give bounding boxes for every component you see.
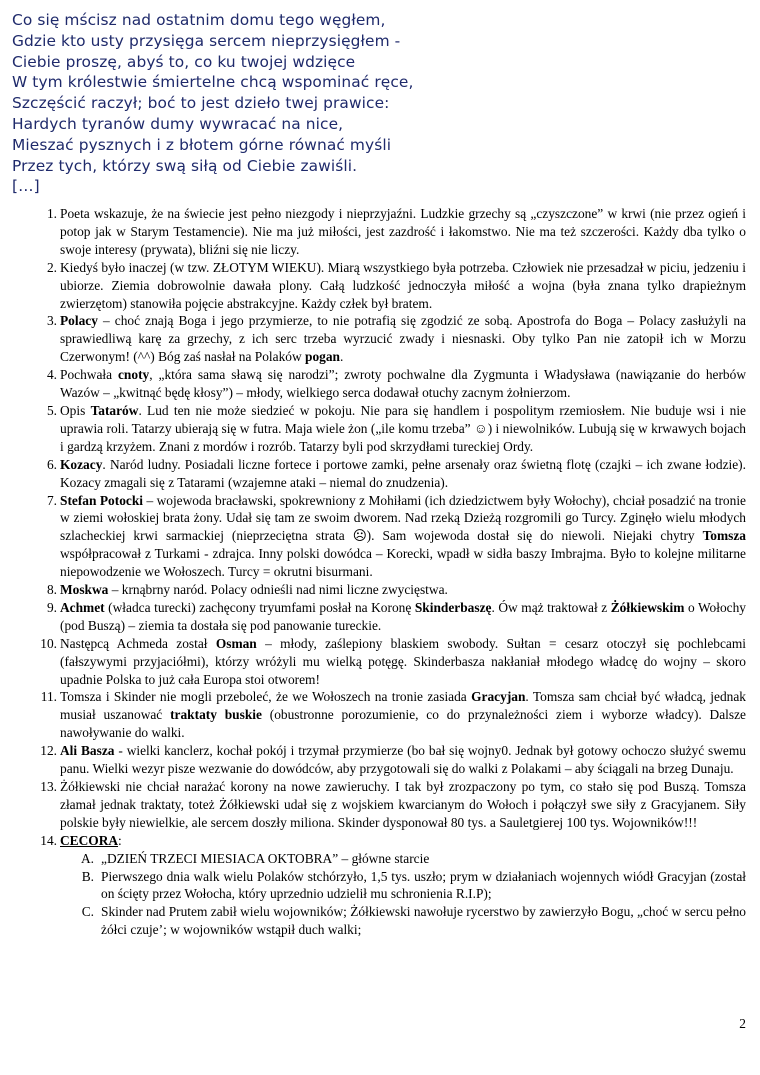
sub-list-letter: A. <box>80 850 94 866</box>
text-run: o Wołochy (pod Buszą) – ziemia ta dostała się pod panowanie tureckie. <box>60 599 746 633</box>
sub-list-letter: C. <box>81 904 94 920</box>
list-item <box>30 402 746 456</box>
list-item-number: 9. <box>46 599 57 615</box>
list-item <box>30 742 746 778</box>
bold-text: Polacy <box>60 313 98 329</box>
list-item-text <box>60 205 746 259</box>
list-item-number: 1. <box>46 206 57 221</box>
text-run: – młody, zaślepiony blaskiem swobody. Sułtan = cesarz otoczył się pochlebcami (fałszywymi przyjaciółmi), którzy wróżyli mu wielką potęgę. Skinderbasza nakłaniał młodego władcę do wojny – skoro upadnie Polska to już cała Europa stoi otworem! <box>60 635 746 687</box>
poem-line: Ciebie proszę, abyś to, co ku twojej wdzięce <box>12 52 356 71</box>
text-run: . Ów mąż traktował z <box>491 599 611 615</box>
list-item-number: 5. <box>46 402 57 418</box>
text-run: – wojewoda bracławski, spokrewniony z Mohiłami (ich dziedzictwem były Wołochy), chciał posadzić na tronie w ziemi wołoskiej brata żony. Udał się tam ze swoim dworem. Nad rzeką Dzieżą rozgromili go Turcy. Zginęło wielu młodych szlacheckiej krwi sarmackiej (nieprzeciętna strata ☹). Sam wojewoda dostał się do niewoli. Niejaki chytry <box>60 492 746 544</box>
list-item-text <box>60 581 746 599</box>
list-item-number: 8. <box>46 582 57 598</box>
list-item-text <box>60 402 746 456</box>
list-item <box>30 492 746 582</box>
text-run: , „która sama sławą się narodzi”; zwroty pochwalne dla Zygmunta i Władysława (nawiązanie do herbów Wazów – „kwitnąć będę kłosy”) – młody, wielkiego serca dodawał otuchy zacnym żołnierzom. <box>60 367 746 401</box>
list-item <box>30 832 746 850</box>
sub-list-text: Skinder nad Prutem zabił wielu wojowników; Żółkiewski nawołuje rycerstwo by zawierzyło Bogu, „choć w sercu pełno żółci czuje’; w wojowników wstąpił duch walki; <box>101 904 746 938</box>
poem-excerpt <box>12 10 752 197</box>
list-item-text <box>60 312 746 366</box>
bold-text: Tomsza <box>702 528 746 544</box>
text-run: Kiedyś było inaczej (w tzw. ZŁOTYM WIEKU). Miarą wszystkiego była potrzeba. Człowiek nie przesadzał w piciu, jedzeniu i ubiorze. Ziemia dobrowolnie dawała plony. Całą ludzkość jednoczyła miłość a wojna (była znana tylko drapieżnym zwierzętom) stanowiła pojęcie abstrakcyjne. Każdy człek był bratem. <box>60 259 746 311</box>
text-run: Tomsza i Skinder nie mogli przeboleć, że we Wołoszech na tronie zasiada <box>60 689 472 705</box>
sub-list-letter: B. <box>81 868 94 884</box>
text-run: Poeta wskazuje, że na świecie jest pełno niezgody i nieprzyjaźni. Ludzkie grzechy są „czyszczone” w krwi (nie przez ogień i potop jak w Starym Testamencie). Nie ma już miłości, jest zazdrość i łakomstwo. Nie ma też szczerości. Każdy dba tylko o swoje interesy (prywata), bliźni się nie liczy. <box>60 206 746 257</box>
poem-line: Szczęścić raczył; boć to jest dzieło twej prawice: <box>12 94 390 113</box>
list-item <box>30 581 746 599</box>
text-run: - wielki kanclerz, kochał pokój i trzymał przymierze (bo bał się wojny0. Jednak był gotowy ochoczo służyć swemu panu. Wielki wezyr pisze wezwanie do dowódców, aby przygotowali się do walki z Polakami – aby ściągali na brzeg Dunaju. <box>60 743 746 777</box>
list-item <box>30 688 746 742</box>
bold-text: Stefan Potocki <box>60 492 144 508</box>
list-item-text <box>60 259 746 313</box>
bold-text: Tatarów <box>90 402 139 418</box>
text-run: Żółkiewski nie chciał narażać korony na nowe zawieruchy. I tak był zrozpaczony po tym, co stało się pod Buszą. Tomsza złamał jednak traktaty, toteż Żółkiewski udał się z wojskiem kwarcianym do Wołoch i połączył swe siły z Gracyjanem. Siły polskie były niewielkie, ale sercem doszły miliona. Skinder dysponował 80 tys. a Sauletgierej 100 tys. Wojowników!!! <box>60 779 746 830</box>
page-number: 2 <box>739 1016 746 1031</box>
bold-text <box>60 833 118 848</box>
list-item <box>30 778 746 832</box>
text-run: . Lud ten nie może siedzieć w pokoju. Nie para się handlem i pospolitym rzemiosłem. Nie buduje wsi i nie uprawia roli. Tatarzy ubierają się w futra. Maja wiele żon („ile komu trzeba” ☺) i niewolników. Lubują się w krwawych bojach i gardzą krzyżem. Znani z mordów i rozrób. Tatarzy byli pod skrzydłami tureckiej Ordy. <box>60 402 746 454</box>
list-item <box>30 312 746 366</box>
text-run: (obustronne porozumienie, co do przynależności ziem i wyborze władcy). Dalsze nawoływanie do walki. <box>60 707 746 741</box>
underlined-bold-text: CECORA <box>60 832 119 848</box>
text-run: : <box>118 832 122 848</box>
list-item <box>30 456 746 492</box>
numbered-list <box>30 205 746 939</box>
list-item-number: 7. <box>46 492 57 508</box>
sub-list-text: Pierwszego dnia walk wielu Polaków stchórzyło, 1,5 tys. uszło; prym w działaniach wojennych wiódł Gracyjan (został on ścięty przez Wołocha, który uprzednio udzielił mu schronienia R.I.P); <box>101 868 746 902</box>
bold-text: Moskwa <box>60 582 109 598</box>
list-item-text <box>60 635 746 689</box>
sub-list-text: „DZIEŃ TRZECI MIESIACA OKTOBRA” – główne starcie <box>101 850 430 866</box>
list-item-text <box>60 599 746 635</box>
list-item-number: 13. <box>40 779 57 794</box>
sub-list-item <box>76 903 746 939</box>
bold-text: Kozacy <box>60 456 103 472</box>
text-run: . Tomsza sam chciał być władcą, jednak musiał uszanować <box>60 689 746 723</box>
poem-line: Mieszać pysznych i z błotem górne równać myśli <box>12 135 392 154</box>
sub-list-item <box>76 868 746 904</box>
list-item <box>30 366 746 402</box>
poem-line: Hardych tyranów dumy wywracać na nice, <box>12 114 344 133</box>
bold-text: traktaty buskie <box>170 707 262 723</box>
bold-text: pogan <box>305 349 340 365</box>
poem-line: Co się mścisz nad ostatnim domu tego węgłem, <box>12 11 386 29</box>
bold-text: Osman <box>215 635 257 651</box>
list-item-number: 10. <box>40 635 57 651</box>
list-item <box>30 205 746 259</box>
list-item <box>30 259 746 313</box>
text-run: współpracował z Turkami - zdrajca. Inny polski dowódca – Korecki, wpadł w sidła baszy Imbrajma. Było to kolejne militarne niepowodzenie we Wołoszech. Turcy = okrutni bisurmani. <box>60 546 746 580</box>
sub-list-item <box>76 850 746 868</box>
list-item-text <box>60 688 746 742</box>
text-run: – choć znają Boga i jego przymierze, to nie potrafią się zgodzić ze sobą. Apostrofa do Boga – Polacy zasłużyli na sprawiedliwą karę za grzechy, z ich serc trzeba wyrzucić zwady i niesnaski. Oby tylko Pan nie zatopił ich w Morzu Czerwonym! (^^) Bóg zaś nasłał na Polaków <box>60 313 746 365</box>
list-item-number: 12. <box>40 743 57 759</box>
list-item-text <box>60 366 746 402</box>
list-item-number: 11. <box>40 689 57 705</box>
text-run: – krnąbrny naród. Polacy odnieśli nad nimi liczne zwycięstwa. <box>108 582 448 598</box>
bold-text: Achmet <box>60 599 105 615</box>
list-item-text <box>60 778 746 832</box>
text-run: Pochwała <box>60 367 118 383</box>
bold-text: Gracyjan <box>471 689 526 705</box>
text-run: . <box>339 349 344 365</box>
list-item-number: 2. <box>46 259 57 275</box>
list-item-text <box>60 742 746 778</box>
bold-text: Skinderbaszę <box>414 599 492 615</box>
poem-line: Gdzie kto usty przysięga sercem nieprzysięgłem - <box>12 31 401 50</box>
text-run: (władca turecki) zachęcony tryumfami posłał na Koronę <box>104 599 415 615</box>
poem-line: W tym królestwie śmiertelne chcą wspominać ręce, <box>12 73 414 92</box>
list-item-text <box>60 492 746 582</box>
text-run: Opis <box>60 402 91 418</box>
list-item-number: 4. <box>46 367 57 383</box>
list-item-number: 3. <box>46 313 57 329</box>
bold-text: Żółkiewskim <box>610 599 685 615</box>
list-item-text <box>60 832 746 850</box>
list-item-number: 14. <box>40 832 57 848</box>
bold-text: cnoty <box>117 367 150 383</box>
list-item-number: 6. <box>46 456 57 472</box>
list-item <box>30 599 746 635</box>
poem-line: Przez tych, którzy swą siłą od Ciebie zawiśli. <box>12 156 358 175</box>
list-item <box>30 635 746 689</box>
poem-line: […] <box>12 177 40 196</box>
list-item-text <box>60 456 746 492</box>
text-run: . Naród ludny. Posiadali liczne fortece i portowe zamki, pełne arsenały oraz świetną flotę (czajki – ich zwane łodzie). Kozacy zmagali się z Tatarami (wzajemne ataki – niemal do znudzenia). <box>60 456 746 490</box>
text-run: Następcą Achmeda został <box>60 635 216 651</box>
bold-text: Ali Basza <box>60 743 115 759</box>
